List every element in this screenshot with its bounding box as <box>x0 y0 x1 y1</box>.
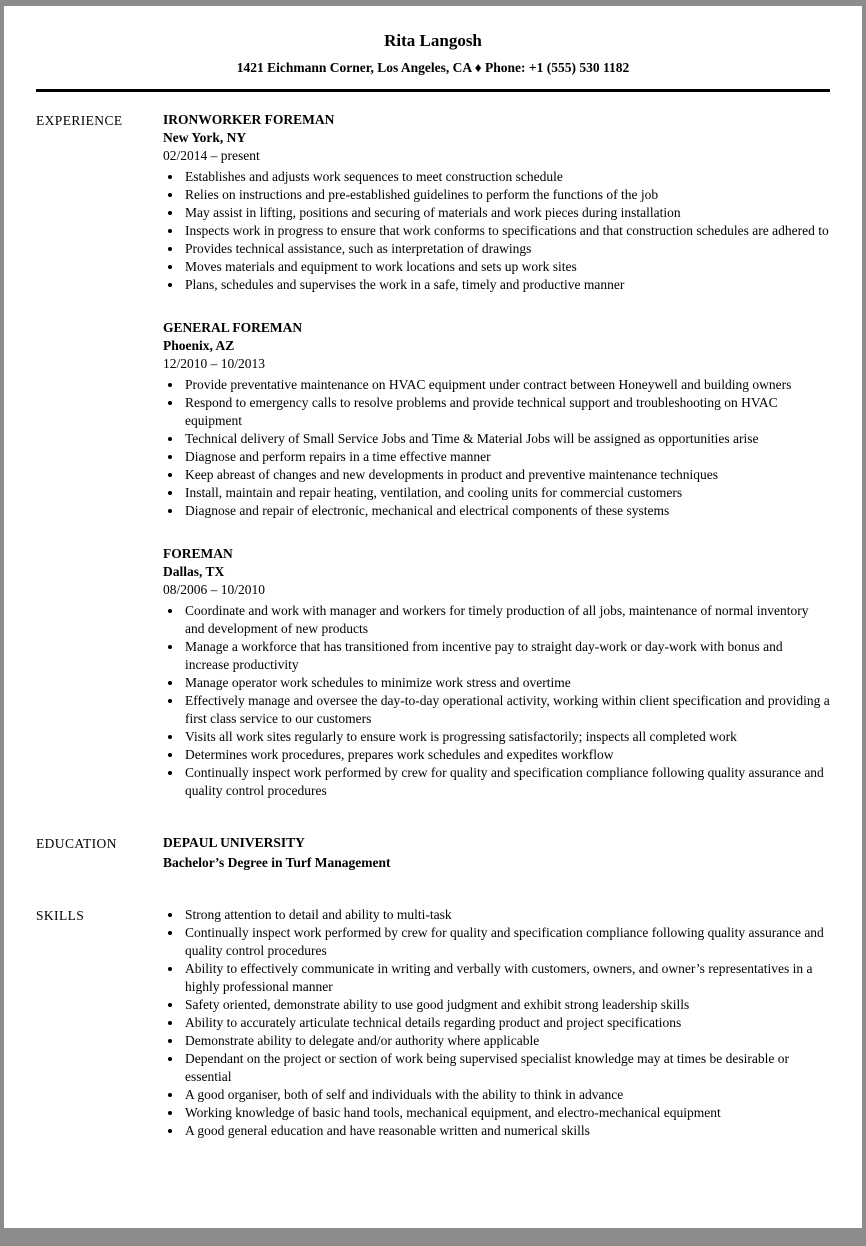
skill-bullet: • A good organiser, both of self and individuals with the ability to think in advance <box>183 1086 830 1104</box>
job-bullet: • May assist in lifting, positions and securing of materials and work pieces during installation <box>183 204 830 222</box>
job-bullet: • Manage a workforce that has transitioned from incentive pay to straight day-work or day-work with bonus and increase productivity <box>183 638 830 674</box>
job-bullet: • Determines work procedures, prepares work schedules and expedites workflow <box>183 746 830 764</box>
section-education <box>36 834 830 872</box>
skill-bullet: • Working knowledge of basic hand tools, mechanical equipment, and electro-mechanical equipment <box>183 1104 830 1122</box>
job-bullet: • Moves materials and equipment to work locations and sets up work sites <box>183 258 830 276</box>
school-name: DEPAUL UNIVERSITY <box>163 835 305 850</box>
job-bullet: • Keep abreast of changes and new developments in product and preventive maintenance techniques <box>183 466 830 484</box>
job-bullet: • Visits all work sites regularly to ensure work is progressing satisfactorily; inspects all completed work <box>183 728 830 746</box>
job-entry-ironworker-foreman <box>163 111 830 294</box>
job-bullet: • Diagnose and repair of electronic, mechanical and electrical components of these systems <box>183 502 830 520</box>
resume-header <box>36 30 830 77</box>
experience-content <box>163 111 830 800</box>
job-bullet: • Coordinate and work with manager and workers for timely production of all jobs, maintenance of normal inventory and development of new products <box>183 602 830 638</box>
skill-bullet: • Dependant on the project or section of work being supervised specialist knowledge may at times be desirable or essential <box>183 1050 830 1086</box>
skill-bullet: • Demonstrate ability to delegate and/or authority where applicable <box>183 1032 830 1050</box>
contact-line: 1421 Eichmann Corner, Los Angeles, CA ♦ Phone: +1 (555) 530 1182 <box>236 60 630 75</box>
job-entry-general-foreman <box>163 319 830 520</box>
job-bullet: • Manage operator work schedules to minimize work stress and overtime <box>183 674 830 692</box>
job-bullet: • Technical delivery of Small Service Jobs and Time & Material Jobs will be assigned as opportunities arise <box>183 430 830 448</box>
job-bullet: • Provide preventative maintenance on HVAC equipment under contract between Honeywell and building owners <box>183 376 830 394</box>
job-title: IRONWORKER FOREMAN <box>163 112 335 127</box>
header-divider <box>36 89 830 92</box>
section-label-experience: EXPERIENCE <box>36 113 123 128</box>
job-bullet-list <box>163 168 830 294</box>
job-bullet: • Diagnose and perform repairs in a time effective manner <box>183 448 830 466</box>
job-title: GENERAL FOREMAN <box>163 320 303 335</box>
job-bullet: • Respond to emergency calls to resolve problems and provide technical support and troubleshooting on HVAC equipment <box>183 394 830 430</box>
skill-bullet: • A good general education and have reasonable written and numerical skills <box>183 1122 830 1140</box>
job-location: Phoenix, AZ <box>163 338 235 353</box>
skills-bullet-list <box>163 906 830 1140</box>
job-bullet: • Plans, schedules and supervises the work in a safe, timely and productive manner <box>183 276 830 294</box>
job-bullet: • Establishes and adjusts work sequences to meet construction schedule <box>183 168 830 186</box>
job-location: Dallas, TX <box>163 564 225 579</box>
skill-bullet: • Continually inspect work performed by crew for quality and specification compliance following quality assurance and quality control procedures <box>183 924 830 960</box>
job-bullet-list <box>163 602 830 800</box>
job-bullet-list <box>163 376 830 520</box>
section-skills <box>36 906 830 1140</box>
job-bullet: • Install, maintain and repair heating, ventilation, and cooling units for commercial customers <box>183 484 830 502</box>
job-bullet: • Continually inspect work performed by crew for quality and specification compliance following quality assurance and quality control procedures <box>183 764 830 800</box>
job-dates: 12/2010 – 10/2013 <box>163 356 266 371</box>
job-entry-foreman <box>163 545 830 800</box>
degree-name: Bachelor’s Degree in Turf Management <box>163 855 391 870</box>
job-bullet: • Effectively manage and oversee the day-to-day operational activity, working within client specification and providing a first class service to our customers <box>183 692 830 728</box>
education-content <box>163 834 830 872</box>
job-location: New York, NY <box>163 130 247 145</box>
skill-bullet: • Safety oriented, demonstrate ability to use good judgment and exhibit strong leadership skills <box>183 996 830 1014</box>
job-title: FOREMAN <box>163 546 233 561</box>
job-dates: 02/2014 – present <box>163 148 260 163</box>
job-bullet: • Provides technical assistance, such as interpretation of drawings <box>183 240 830 258</box>
section-label-skills: SKILLS <box>36 908 85 923</box>
job-bullet: • Relies on instructions and pre-established guidelines to perform the functions of the job <box>183 186 830 204</box>
skills-content <box>163 906 830 1140</box>
skill-bullet: • Strong attention to detail and ability to multi-task <box>183 906 830 924</box>
section-experience <box>36 111 830 800</box>
skill-bullet: • Ability to accurately articulate technical details regarding product and project specifications <box>183 1014 830 1032</box>
resume-page <box>4 6 862 1228</box>
candidate-name: Rita Langosh <box>384 31 482 50</box>
job-bullet: • Inspects work in progress to ensure that work conforms to specifications and that construction schedules are adhered to <box>183 222 830 240</box>
section-label-education: EDUCATION <box>36 836 117 851</box>
job-dates: 08/2006 – 10/2010 <box>163 582 266 597</box>
skill-bullet: • Ability to effectively communicate in writing and verbally with customers, owners, and owner’s representatives in a highly professional manner <box>183 960 830 996</box>
